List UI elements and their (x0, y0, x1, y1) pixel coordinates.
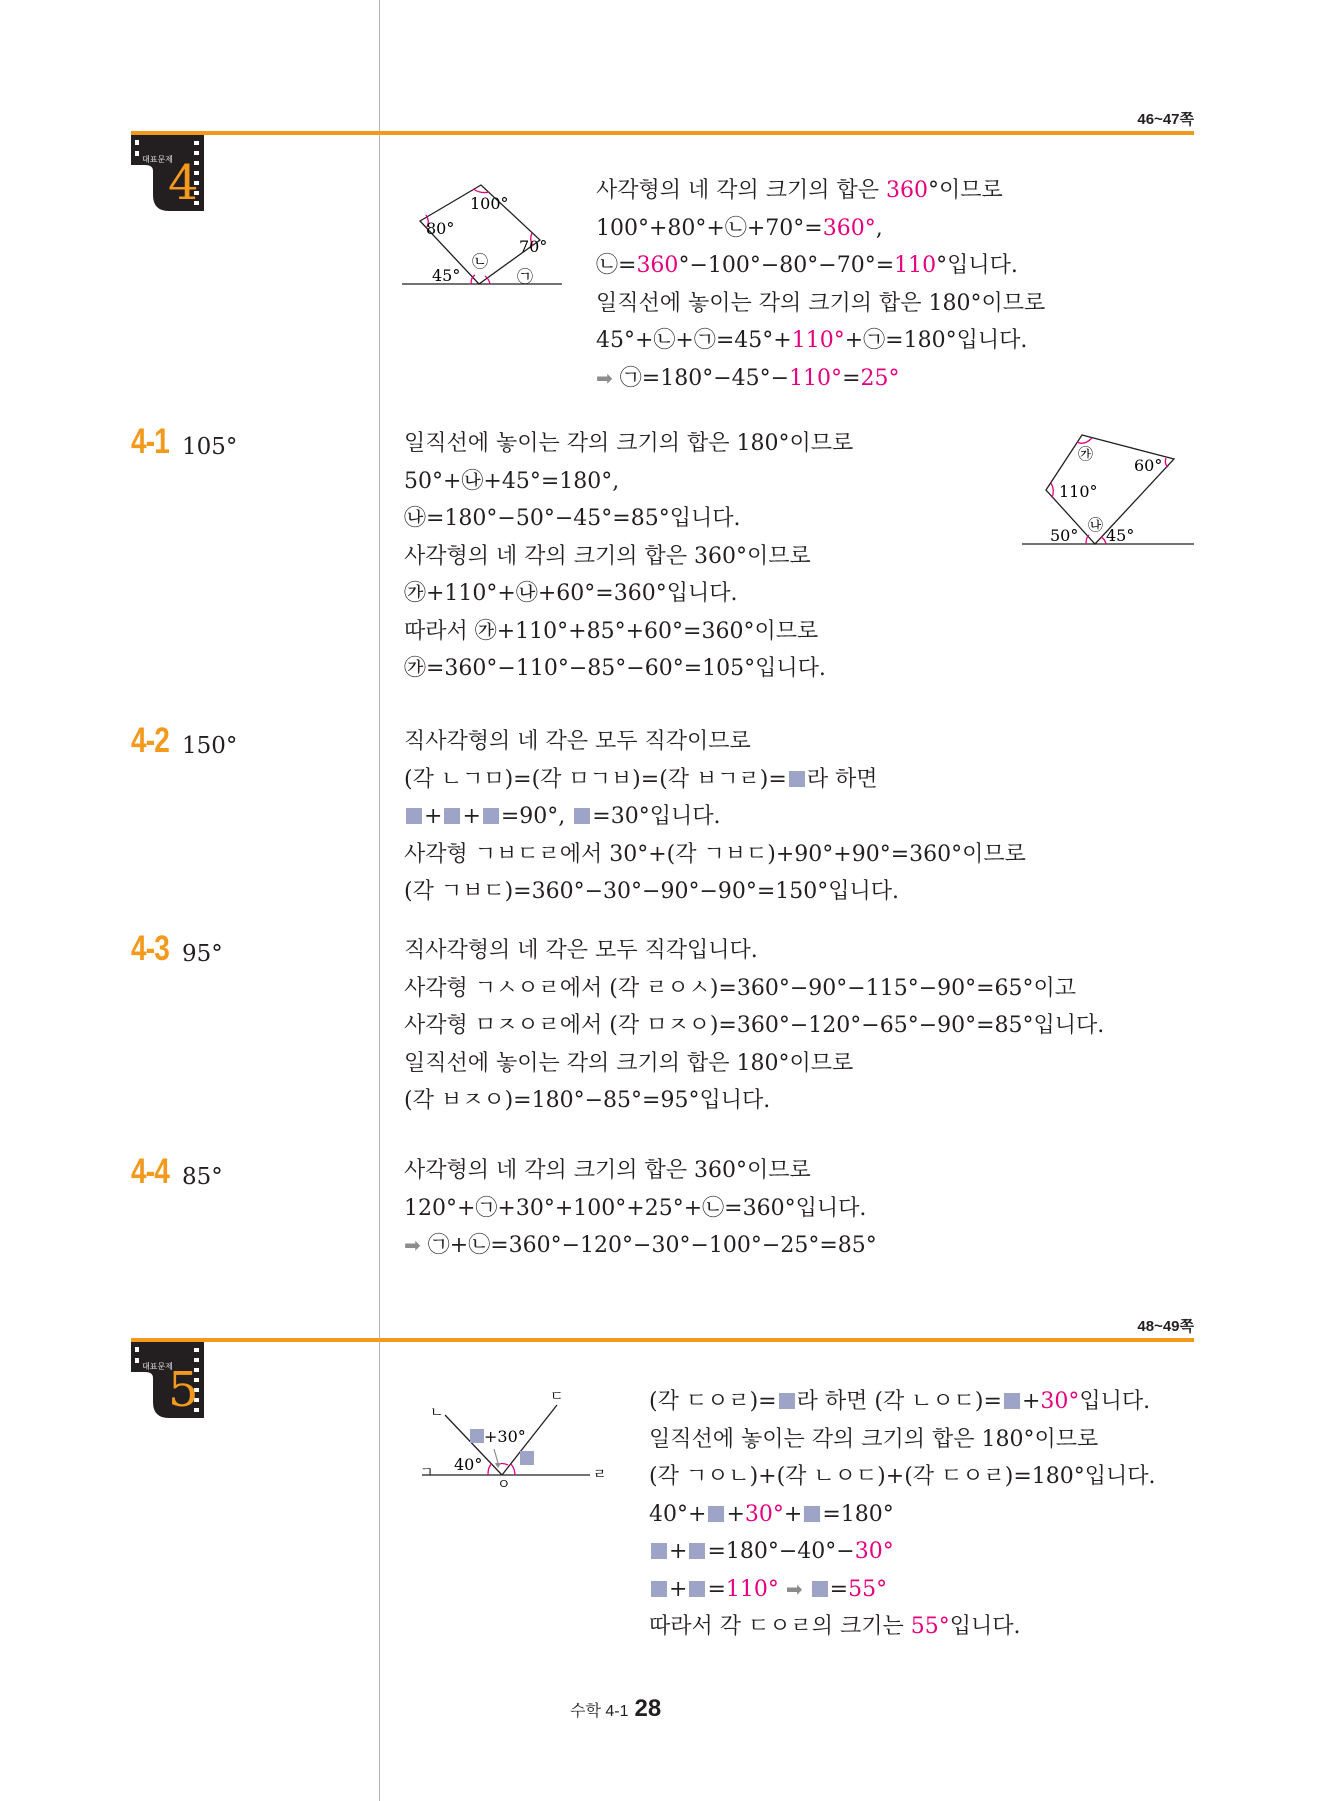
solution-4-4-line-1: 사각형의 네 각의 크기의 합은 360°이므로 (404, 1158, 811, 1183)
solution-4-1-line-1: 일직선에 놓이는 각의 크기의 합은 180°이므로 (404, 431, 854, 456)
square-mark (444, 808, 460, 824)
solution-4-4-line-2: 120°+㉠+30°+100°+25°+㉡=360°입니다. (404, 1195, 867, 1221)
quadrilateral-figure-4-1 (1022, 430, 1194, 550)
solution-4-line-3: ㉡=360°−100°−80°−70°=110°입니다. (596, 253, 1018, 278)
solution-4-3-line-4: 일직선에 놓이는 각의 크기의 합은 180°이므로 (404, 1050, 854, 1076)
solution-4-3-line-2: 사각형 ㄱㅅㅇㄹ에서 (각 ㄹㅇㅅ)=360°−90°−115°−90°=65°이고 (404, 975, 1077, 1001)
problem-badge-4 (131, 135, 204, 211)
angle-figure-5 (420, 1385, 610, 1490)
svg-text:60°: 60° (1134, 456, 1163, 475)
problem-title-4-1: 4-1 (131, 422, 170, 461)
solution-5-line-3: (각 ㄱㅇㄴ)+(각 ㄴㅇㄷ)+(각 ㄷㅇㄹ)=180°입니다. (649, 1464, 1156, 1489)
solution-4-2-line-1: 직사각형의 네 각은 모두 직각이므로 (404, 729, 751, 754)
svg-text:㉠: ㉠ (517, 267, 534, 286)
solution-4-1-line-2: 50°+㉯+45°=180°, (404, 468, 620, 494)
solution-4-3-line-1: 직사각형의 네 각은 모두 직각입니다. (404, 938, 758, 963)
solution-4-4 (404, 1152, 877, 1265)
svg-text:ㅇ: ㅇ (497, 1477, 511, 1490)
page-footer (570, 1695, 661, 1723)
square-mark (689, 1581, 705, 1597)
solution-4-line-2: 100°+80°+㉡+70°=360°, (596, 215, 883, 241)
answer-4-2: 150° (182, 733, 238, 759)
svg-text:㉯: ㉯ (1088, 516, 1104, 534)
solution-4-1 (404, 425, 853, 688)
square-mark (1004, 1393, 1020, 1409)
solution-5-line-4: 40°+ +30°+ =180° (649, 1501, 894, 1527)
center-divider (379, 0, 380, 1801)
solution-5 (649, 1383, 1156, 1646)
solution-5-line-5: + =180°−40°−30° (649, 1533, 1156, 1571)
solution-4-3-line-3: 사각형 ㅁㅈㅇㄹ에서 (각 ㅁㅈㅇ)=360°−120°−65°−90°=85°입니다. (404, 1013, 1105, 1038)
solution-4-3 (404, 932, 1104, 1120)
section-rule (131, 131, 1194, 135)
footer-book-label: 수학 4-1 (570, 1703, 629, 1720)
square-mark (708, 1506, 724, 1522)
svg-text:대표문제: 대표문제 (142, 155, 173, 164)
answer-4-3: 95° (182, 941, 223, 967)
answer-4-1: 105° (182, 434, 238, 460)
page-range-46-47: 46~47쪽 (1137, 111, 1194, 128)
problem-title-4-4: 4-4 (131, 1152, 170, 1191)
svg-text:80°: 80° (426, 219, 455, 238)
svg-text:5: 5 (168, 1362, 199, 1418)
svg-text:㉮: ㉮ (1078, 445, 1094, 463)
solution-4-1-line-7: ㉮=360°−110°−85°−60°=105°입니다. (404, 656, 826, 681)
svg-text:50°: 50° (1050, 526, 1079, 545)
answer-4-4: 85° (182, 1164, 223, 1190)
square-mark (406, 808, 422, 824)
svg-text:ㄱ: ㄱ (420, 1465, 434, 1481)
solution-4-line-1: 사각형의 네 각의 크기의 합은 360°이므로 (596, 178, 1003, 203)
solution-4-4-line-3: ➡ ㉠+㉡=360°−120°−30°−100°−25°=85° (404, 1233, 877, 1258)
svg-text:4: 4 (168, 155, 199, 211)
square-mark (779, 1393, 795, 1409)
solution-5-line-2: 일직선에 놓이는 각의 크기의 합은 180°이므로 (649, 1426, 1099, 1452)
svg-text:110°: 110° (1059, 482, 1098, 501)
svg-text:ㄴ: ㄴ (430, 1405, 444, 1421)
arrow-right-icon: ➡ (596, 365, 613, 390)
solution-4-2 (404, 723, 1026, 911)
square-mark (574, 808, 590, 824)
quadrilateral-figure-4 (402, 176, 572, 291)
solution-4-1-line-5: ㉮+110°+㉯+60°=360°입니다. (404, 581, 738, 606)
svg-text:40°: 40° (454, 1455, 483, 1474)
arrow-right-icon: ➡ (785, 1576, 803, 1601)
svg-text:ㄹ: ㄹ (593, 1467, 607, 1483)
section-rule (131, 1338, 1194, 1342)
solution-5-line-7: 따라서 각 ㄷㅇㄹ의 크기는 55°입니다. (649, 1614, 1021, 1639)
svg-text:㉡: ㉡ (472, 252, 489, 271)
problem-title-4-2: 4-2 (131, 721, 170, 760)
solution-4-2-line-3: + + =90°, =30°입니다. (404, 798, 1026, 836)
square-mark (483, 808, 499, 824)
solution-4-line-6: ➡ ㉠=180°−45°−110°=25° (596, 365, 900, 391)
page-number: 28 (634, 1695, 662, 1722)
solution-4-1-line-4: 사각형의 네 각의 크기의 합은 360°이므로 (404, 543, 811, 569)
square-mark (651, 1581, 667, 1597)
solution-5-line-6: + =110° ➡ =55° (649, 1571, 1156, 1609)
svg-text:대표문제: 대표문제 (142, 1362, 173, 1371)
svg-text:45°: 45° (432, 266, 461, 285)
solution-4-1-line-3: ㉯=180°−50°−45°=85°입니다. (404, 506, 741, 531)
page-range-48-49: 48~49쪽 (1137, 1318, 1194, 1335)
svg-text:ㄷ: ㄷ (550, 1389, 564, 1405)
solution-4-line-4: 일직선에 놓이는 각의 크기의 합은 180°이므로 (596, 290, 1046, 316)
solution-4-3-line-5: (각 ㅂㅈㅇ)=180°−85°=95°입니다. (404, 1088, 771, 1113)
solution-4-line-5: 45°+㉡+㉠=45°+110°+㉠=180°입니다. (596, 328, 1028, 353)
arrow-right-icon: ➡ (404, 1233, 421, 1257)
svg-text:+30°: +30° (484, 1427, 526, 1446)
square-mark (812, 1581, 828, 1597)
problem-badge-5 (131, 1342, 204, 1418)
svg-text:70°: 70° (519, 237, 548, 256)
solution-4 (596, 172, 1045, 397)
solution-4-2-line-2: (각 ㄴㄱㅁ)=(각 ㅁㄱㅂ)=(각 ㅂㄱㄹ)= 라 하면 (404, 766, 878, 792)
square-mark (689, 1543, 705, 1559)
square-mark (651, 1543, 667, 1559)
solution-5-line-1: (각 ㄷㅇㄹ)= 라 하면 (각 ㄴㅇㄷ)= +30°입니다. (649, 1389, 1151, 1414)
problem-title-4-3: 4-3 (131, 929, 170, 968)
square-mark (789, 771, 805, 787)
square-mark (804, 1506, 820, 1522)
solution-4-1-line-6: 따라서 ㉮+110°+85°+60°=360°이므로 (404, 618, 819, 644)
svg-text:100°: 100° (470, 194, 509, 213)
solution-4-2-line-5: (각 ㄱㅂㄷ)=360°−30°−90°−90°=150°입니다. (404, 879, 900, 904)
solution-4-2-line-4: 사각형 ㄱㅂㄷㄹ에서 30°+(각 ㄱㅂㄷ)+90°+90°=360°이므로 (404, 841, 1026, 867)
svg-text:45°: 45° (1106, 526, 1135, 545)
